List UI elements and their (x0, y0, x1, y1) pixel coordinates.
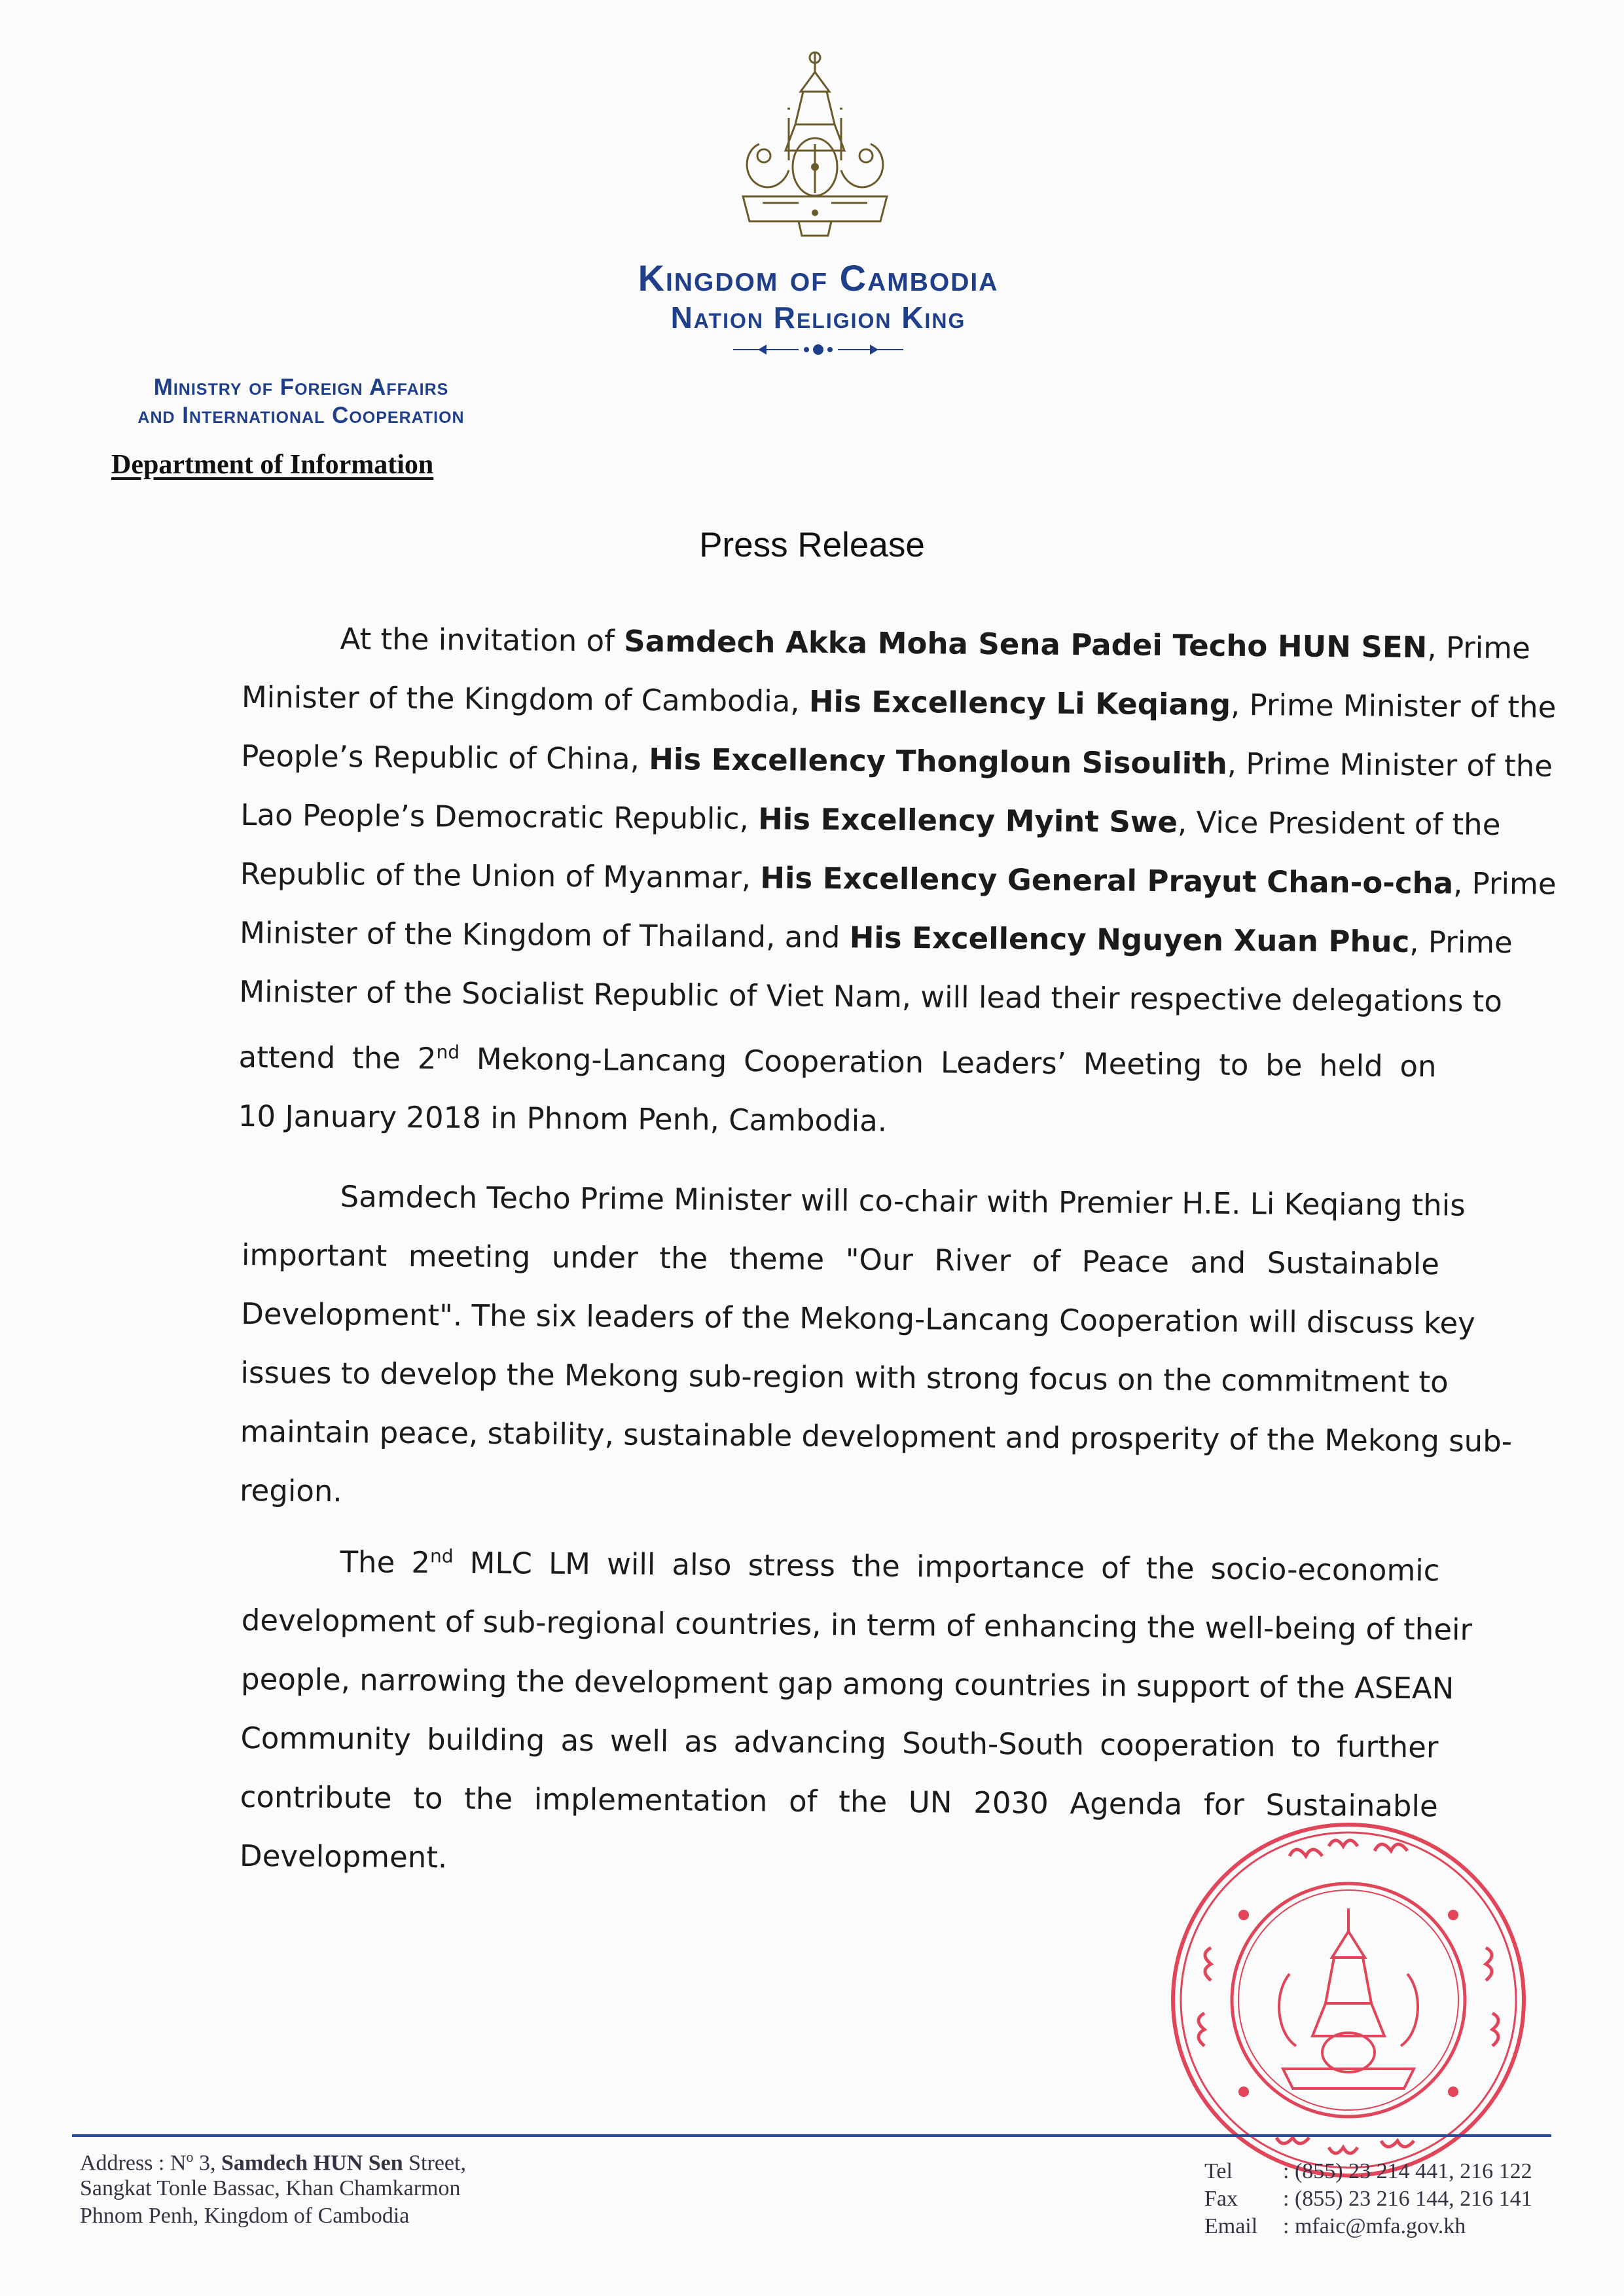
text-run: Minister of the Socialist Republic of Viet Nam, will lead their respective delegations to (239, 974, 1503, 1019)
department-name: Department of Information (111, 450, 434, 480)
text-run: region. (239, 1472, 342, 1509)
ministry-name-line1: Ministry of Foreign Affairs (153, 374, 449, 400)
paragraph-line (240, 1343, 1449, 1412)
paragraph-line (242, 1167, 1466, 1235)
text-run: , Prime Minister of the (1227, 746, 1553, 784)
text-run: , Prime Minister of the (1230, 687, 1557, 725)
text-run: Samdech Techo Prime Minister will co-chair with Premier H.E. Li Keqiang this (340, 1179, 1466, 1223)
page-title: Press Release (699, 526, 925, 564)
paragraph-line (239, 962, 1503, 1030)
kingdom-title: Kingdom of Cambodia (638, 257, 999, 299)
text-run: Minister of the Kingdom of Cambodia, (241, 679, 810, 719)
body-paragraph (239, 1167, 1513, 1529)
bold-name: Samdech Akka Moha Sena Padei Techo HUN SEN (624, 623, 1428, 665)
text-run: , Vice President of the (1177, 805, 1501, 843)
paragraph-line (241, 668, 1557, 736)
official-seal-icon (1165, 1817, 1532, 2183)
bold-name: His Excellency Nguyen Xuan Phuc (849, 920, 1410, 960)
text-run: Minister of the Kingdom of Thailand, and (239, 915, 850, 955)
paragraph-line (241, 727, 1553, 795)
text-run: development of sub-regional countries, in term of enhancing the well-being of their (241, 1602, 1473, 1647)
text-run: At the invitation of (340, 621, 624, 659)
paragraph-line (239, 903, 1513, 972)
text-run: 10 January 2018 in Phnom Penh, Cambodia. (238, 1098, 888, 1139)
text-run: People’s Republic of China, (241, 738, 649, 776)
paragraph-line (240, 1402, 1513, 1470)
bold-name: His Excellency Thongloun Sisoulith (649, 741, 1227, 781)
paragraph-line (240, 1461, 1438, 1529)
text-run: MLC LM will also stress the importance of the socio-economic (453, 1545, 1440, 1588)
text-run: Mekong-Lancang Cooperation Leaders’ Meeting to be held on (459, 1041, 1437, 1084)
text-run: , Prime (1409, 924, 1513, 960)
text-run: , Prime (1453, 866, 1557, 902)
bold-name: His Excellency General Prayut Chan-o-cha (760, 860, 1454, 901)
text-run: nd (429, 1545, 454, 1567)
text-run: , Prime (1427, 630, 1531, 666)
body-paragraph (238, 609, 1557, 1155)
paragraph-line (238, 1087, 1437, 1155)
paragraph-line (242, 1525, 1440, 1600)
paragraph-line (240, 845, 1557, 913)
text-run: nd (436, 1041, 460, 1063)
footer-address-line2: Sangkat Tonle Bassac, Khan Chamkarmon (80, 2176, 461, 2200)
footer-address-line1: Address : $N^o$ 3, Samdech HUN Sen Street, (80, 2149, 466, 2176)
paragraph-line (240, 1650, 1454, 1718)
text-run: issues to develop the Mekong sub-region with strong focus on the commitment to (240, 1355, 1449, 1400)
paragraph-line (238, 1021, 1437, 1096)
footer-address-line3: Phnom Penh, Kingdom of Cambodia (80, 2204, 410, 2228)
footer-tel: Tel : (855) 23 214 441, 216 122 (1204, 2159, 1532, 2183)
footer-fax: Fax : (855) 23 216 144, 216 141 (1204, 2187, 1532, 2211)
text-run: important meeting under the theme "Our River of Peace and Sustainable (241, 1237, 1440, 1282)
paragraph-line (240, 786, 1501, 854)
paragraph-line (242, 1226, 1440, 1294)
royal-emblem-icon (723, 46, 907, 242)
bold-name: His Excellency Myint Swe (757, 801, 1178, 840)
ministry-name-line2: and International Cooperation (137, 403, 465, 428)
paragraph-line (242, 609, 1531, 677)
divider-ornament-icon (733, 342, 903, 357)
text-run: Community building as well as advancing South-South cooperation to further (240, 1720, 1439, 1765)
text-run: The 2 (340, 1544, 431, 1580)
footer-divider (72, 2134, 1551, 2137)
national-motto: Nation Religion King (670, 301, 966, 335)
text-run: people, narrowing the development gap among countries in support of the ASEAN (240, 1661, 1454, 1706)
paragraph-line (241, 1591, 1473, 1659)
text-run: Development. (239, 1838, 448, 1875)
paragraph-line (241, 1285, 1475, 1353)
text-run: attend the 2 (238, 1039, 437, 1076)
bold-name: His Excellency Li Keqiang (808, 683, 1231, 722)
paragraph-line (240, 1709, 1439, 1777)
text-run: Development". The six leaders of the Mekong-Lancang Cooperation will discuss key (241, 1296, 1475, 1341)
text-run: contribute to the implementation of the UN 2030 Agenda for Sustainable (240, 1779, 1438, 1824)
text-run: Republic of the Union of Myanmar, (240, 856, 761, 896)
text-run: maintain peace, stability, sustainable development and prosperity of the Mekong sub- (240, 1413, 1513, 1459)
text-run: Lao People’s Democratic Republic, (240, 797, 759, 837)
footer-email: Email : mfaic@mfa.gov.kh (1204, 2214, 1466, 2238)
